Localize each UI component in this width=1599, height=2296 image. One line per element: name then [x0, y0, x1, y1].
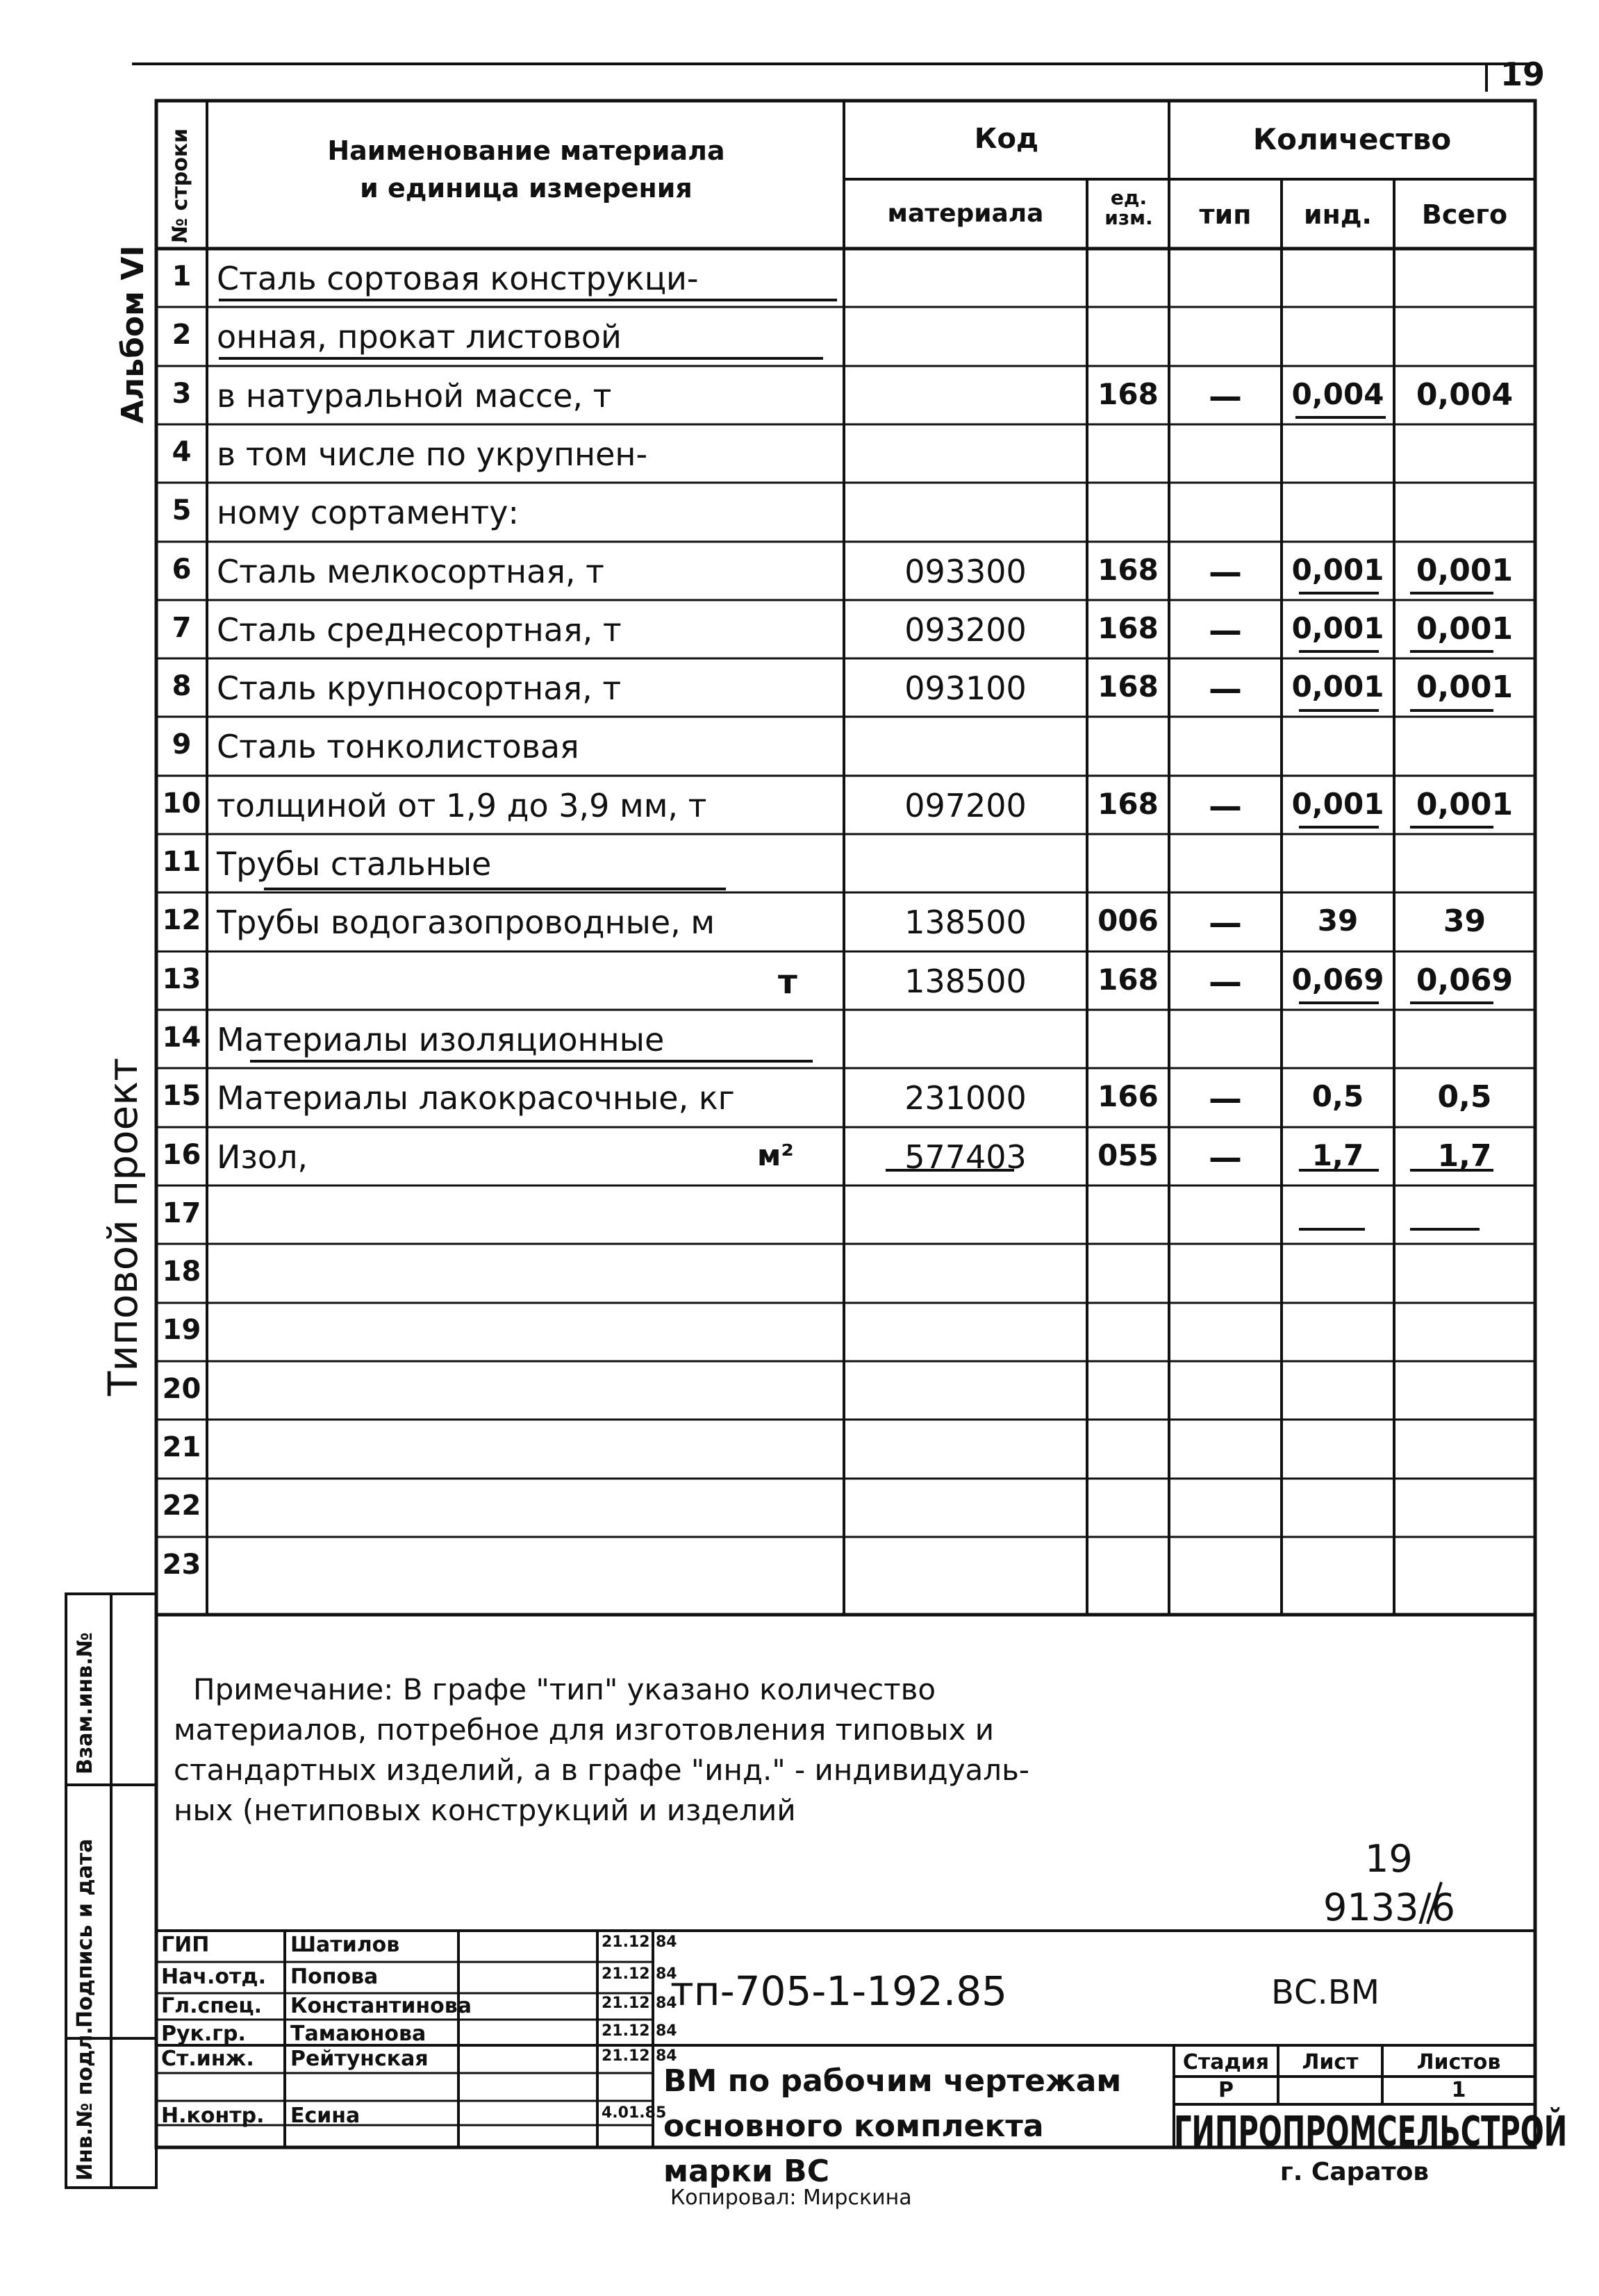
person-name: Константинова [290, 1994, 472, 2018]
header-quantity: Количество [1252, 122, 1452, 156]
row-code: 093100 [904, 669, 1027, 708]
stamp-vzam: Взам.инв.№ [73, 1632, 97, 1774]
row-name: в натуральной массе, т [217, 376, 612, 415]
doc-title-line1: ВМ по рабочим чертежам [663, 2063, 1122, 2099]
person-role: Н.контр. [161, 2104, 265, 2128]
doc-mark: ВС.ВМ [1271, 1973, 1380, 2012]
row-code: 577403 [904, 1138, 1027, 1176]
org-city: г. Саратов [1279, 2158, 1430, 2186]
row-name: Сталь сортовая конструкци- [217, 260, 699, 297]
row-number: 8 [172, 670, 192, 703]
typical-project-label: Типовой проект [99, 1057, 147, 1396]
row-total: 0,5 [1437, 1079, 1492, 1115]
row-number: 20 [162, 1372, 201, 1405]
row-type: — [1209, 1138, 1242, 1177]
row-number: 11 [162, 846, 201, 878]
row-number: 21 [162, 1431, 201, 1463]
row-type: — [1209, 904, 1242, 943]
row-ind: 0,5 [1311, 1079, 1364, 1114]
row-unit: 168 [1097, 786, 1159, 821]
row-number: 4 [172, 435, 192, 468]
page-number: 19 [1500, 56, 1546, 93]
row-total: 0,004 [1416, 376, 1514, 413]
row-name: Сталь тонколистовая [217, 728, 579, 766]
row-unit: 168 [1097, 552, 1159, 587]
row-unit: 168 [1097, 669, 1159, 704]
row-ind: 0,001 [1291, 786, 1384, 821]
row-number: 12 [162, 904, 201, 937]
row-ind: 39 [1317, 904, 1359, 938]
row-name: Сталь среднесортная, т [217, 610, 622, 649]
row-name: т [778, 962, 797, 1001]
sheet-label: Лист [1302, 2050, 1359, 2074]
sheets-value: 1 [1451, 2078, 1466, 2102]
row-unit: 006 [1097, 904, 1159, 938]
row-type: — [1209, 962, 1242, 1001]
person-date: 21.12.84 [602, 1965, 677, 1983]
row-type: — [1209, 552, 1242, 592]
row-ind: 0,004 [1291, 376, 1384, 411]
header-code-unit: ед. изм. [1104, 186, 1153, 230]
row-number: 16 [162, 1138, 201, 1171]
person-name: Есина [290, 2104, 361, 2128]
stamp-inv: Инв.№ подл. [73, 2027, 97, 2181]
row-code: 097200 [904, 786, 1027, 824]
row-type: — [1209, 786, 1242, 826]
row-name: Материалы лакокрасочные, кг [217, 1079, 735, 1117]
row-code: 093300 [904, 552, 1027, 590]
header-code: Код [974, 123, 1039, 155]
org-name: ГИПРОПРОМСЕЛЬСТРОЙ [1174, 2108, 1568, 2156]
row-code: 138500 [904, 904, 1027, 942]
row-number: 14 [162, 1021, 201, 1054]
row-number: 1 [172, 260, 192, 292]
stage-label: Стадия [1182, 2050, 1270, 2074]
row-total: 0,069 [1416, 962, 1514, 998]
header-name-line2: и единица измерения [360, 173, 693, 203]
row-number: 22 [162, 1490, 201, 1522]
note-line1: Примечание: В графе "тип" указано количество [193, 1672, 936, 1706]
row-total: 39 [1443, 904, 1486, 940]
person-role: Рук.гр. [161, 2022, 246, 2046]
row-total: 0,001 [1416, 786, 1514, 822]
person-name: Попова [290, 1965, 379, 1989]
person-date: 21.12.84 [602, 1933, 677, 1951]
row-number: 17 [162, 1197, 201, 1229]
row-unit-label: м² [757, 1138, 794, 1172]
header-q-ind: инд. [1303, 199, 1372, 230]
copied-by: Копировал: Мирскина [670, 2186, 912, 2210]
person-role: ГИП [161, 1933, 210, 1957]
person-role: Ст.инж. [161, 2047, 254, 2071]
sheets-label: Листов [1416, 2050, 1501, 2074]
row-type: — [1209, 1079, 1242, 1119]
row-ind: 0,069 [1291, 962, 1384, 997]
person-name: Рейтунская [290, 2047, 429, 2071]
header-name-line1: Наименование материала [327, 135, 725, 166]
row-code: 231000 [904, 1079, 1027, 1117]
stage-value: Р [1218, 2078, 1234, 2102]
row-number: 6 [172, 553, 192, 585]
doc-title-line3: марки ВС [663, 2154, 829, 2189]
row-number: 2 [172, 319, 192, 351]
row-unit: 168 [1097, 610, 1159, 645]
row-code: 093200 [904, 610, 1027, 649]
row-name: Сталь мелкосортная, т [217, 552, 604, 590]
row-unit: 055 [1097, 1138, 1159, 1172]
header-code-material: материала [887, 199, 1044, 228]
row-name: Трубы водогазопроводные, м [217, 904, 715, 942]
row-number: 19 [162, 1314, 201, 1347]
row-number: 23 [162, 1548, 201, 1581]
row-total: 0,001 [1416, 669, 1514, 706]
doc-title-line2: основного комплекта [663, 2108, 1044, 2144]
row-code: 138500 [904, 962, 1027, 1000]
row-name: в том числе по укрупнен- [217, 435, 648, 473]
row-number: 9 [172, 729, 192, 761]
row-unit: 168 [1097, 962, 1159, 997]
album-label: Альбом VI [115, 245, 151, 424]
row-name: Изол, [217, 1138, 308, 1176]
sheet-ref-line2: 9133/6 [1323, 1886, 1455, 1929]
row-total: 1,7 [1437, 1138, 1492, 1174]
row-number: 18 [162, 1256, 201, 1288]
header-q-type: тип [1199, 199, 1252, 230]
row-unit: 166 [1097, 1079, 1159, 1114]
row-ind: 0,001 [1291, 552, 1384, 587]
note-line3: стандартных изделий, а в графе "инд." - индивидуаль- [174, 1753, 1030, 1787]
sheet-ref-line1: 19 [1365, 1837, 1413, 1881]
row-unit: 168 [1097, 376, 1159, 411]
person-role: Нач.отд. [161, 1965, 266, 1989]
row-total: 0,001 [1416, 610, 1514, 647]
person-name: Тамаюнова [290, 2022, 426, 2046]
person-date: 4.01.85 [602, 2104, 667, 2122]
row-name: Материалы изоляционные [217, 1020, 665, 1058]
note-line2: материалов, потребное для изготовления типовых и [174, 1713, 994, 1747]
row-name: Трубы стальные [217, 845, 492, 883]
person-date: 21.12.84 [602, 2047, 677, 2065]
row-total: 0,001 [1416, 552, 1514, 588]
row-type: — [1209, 669, 1242, 709]
person-name: Шатилов [290, 1933, 400, 1957]
row-name: толщиной от 1,9 до 3,9 мм, т [217, 786, 707, 824]
row-number: 10 [162, 787, 201, 820]
stamp-signature: Подпись и дата [73, 1838, 97, 2028]
row-name: ному сортаменту: [217, 494, 519, 532]
header-row-no: № строки [168, 128, 192, 243]
note-line4: ных (нетиповых конструкций и изделий [174, 1793, 796, 1827]
row-type: — [1209, 610, 1242, 650]
row-ind: 0,001 [1291, 610, 1384, 645]
row-number: 15 [162, 1080, 201, 1113]
row-number: 5 [172, 494, 192, 527]
person-date: 21.12.84 [602, 1995, 677, 2012]
row-number: 7 [172, 611, 192, 644]
header-q-total: Всего [1421, 199, 1508, 230]
person-role: Гл.спец. [161, 1994, 262, 2018]
row-ind: 0,001 [1291, 669, 1384, 704]
row-ind: 1,7 [1311, 1138, 1364, 1172]
row-type: — [1209, 376, 1242, 416]
row-name: Сталь крупносортная, т [217, 669, 622, 708]
row-number: 13 [162, 963, 201, 995]
row-name: онная, прокат листовой [217, 318, 622, 356]
row-number: 3 [172, 377, 192, 410]
doc-code: тп-705-1-192.85 [670, 1968, 1008, 2015]
person-date: 21.12.84 [602, 2022, 677, 2040]
